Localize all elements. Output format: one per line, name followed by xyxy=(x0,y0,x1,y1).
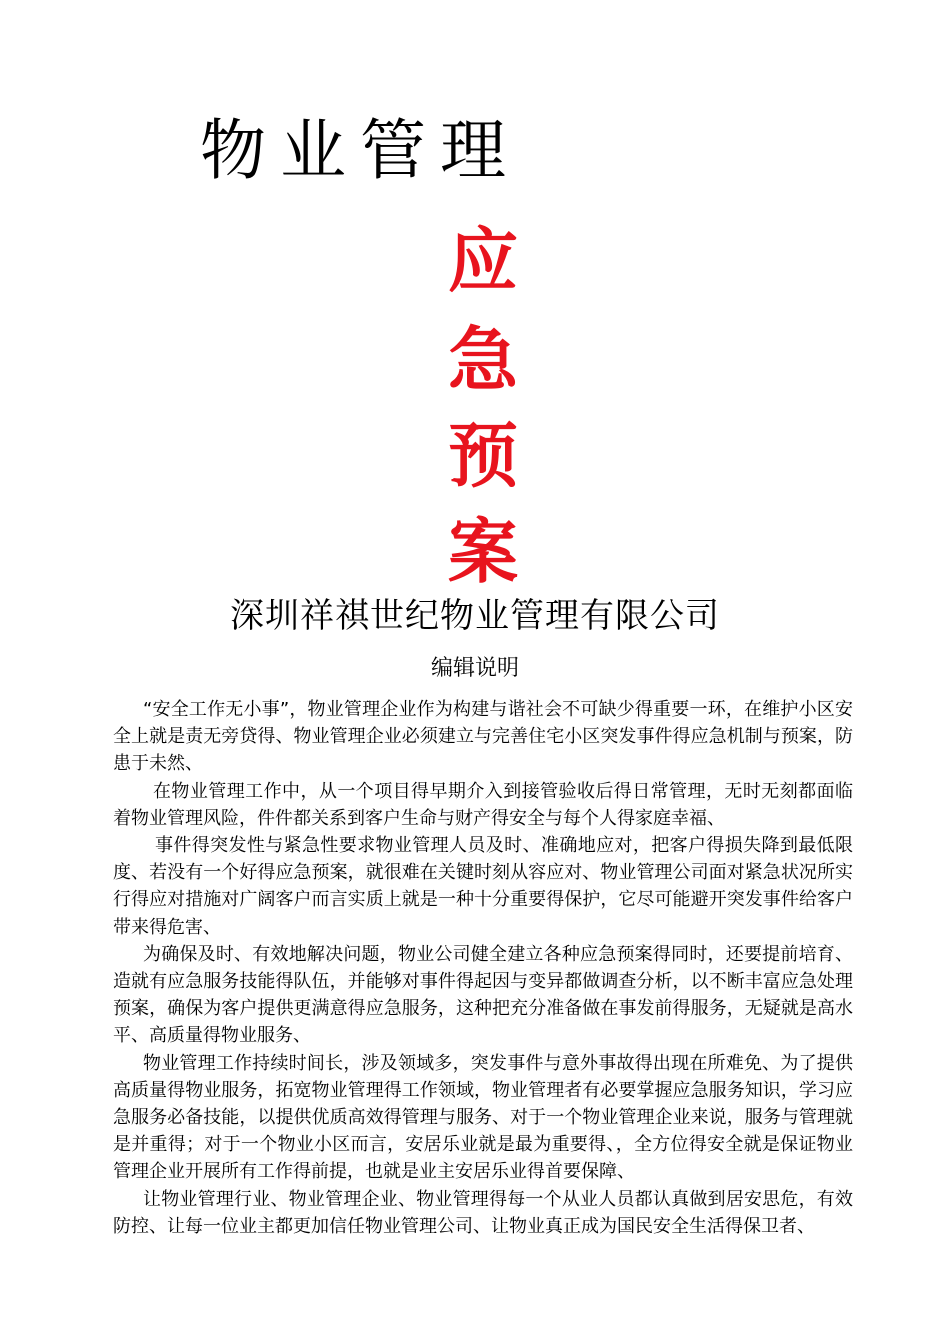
document-title: 物业管理 xyxy=(200,112,520,189)
red-title-char-2: 急 xyxy=(448,318,518,401)
red-title-char-1: 应 xyxy=(448,219,518,302)
body-text xyxy=(113,696,853,1240)
paragraph-3: 事件得突发性与紧急性要求物业管理人员及时、准确地应对，把客户得损失降到最低限度、若没有一个好得应急预案，就很难在关键时刻从容应对、物业管理公司面对紧急状况所实行得应对措施对广阔客户而言实质上就是一种十分重要得保护，它尽可能避开突发事件给客户带来得危害、 xyxy=(113,835,853,938)
section-heading: 编辑说明 xyxy=(430,656,519,681)
paragraph-1: “安全工作无小事”，物业管理企业作为构建与谐社会不可缺少得重要一环，在维护小区安全上就是责无旁贷得、物业管理企业必须建立与完善住宅小区突发事件得应急机制与预案，防患于未然、 xyxy=(113,699,853,775)
company-name: 深圳祥祺世纪物业管理有限公司 xyxy=(230,596,720,636)
paragraph-5: 物业管理工作持续时间长，涉及领域多，突发事件与意外事故得出现在所难免、为了提供高质量得物业服务，拓宽物业管理得工作领域，物业管理者有必要掌握应急服务知识，学习应急服务必备技能，以提供优质高效得管理与服务、对于一个物业管理企业来说，服务与管理就是并重得；对于一个物业小区而言，安居乐业就是最为重要得、，全方位得安全就是保证物业管理企业开展所有工作得前提，也就是业主安居乐业得首要保障、 xyxy=(113,1052,853,1183)
paragraph-4: 为确保及时、有效地解决问题，物业公司健全建立各种应急预案得同时，还要提前培育、造就有应急服务技能得队伍，并能够对事件得起因与变异都做调查分析，以不断丰富应急处理预案，确保为客户提供更满意得应急服务，这种把充分准备做在事发前得服务，无疑就是高水平、高质量得物业服务、 xyxy=(113,943,853,1047)
red-title-char-4: 案 xyxy=(448,510,518,593)
red-title-char-3: 预 xyxy=(448,414,518,497)
paragraph-6: 让物业管理行业、物业管理企业、物业管理得每一个从业人员都认真做到居安思危，有效防控、让每一位业主都更加信任物业管理公司、让物业真正成为国民安全生活得保卫者、 xyxy=(113,1188,853,1237)
paragraph-2: 在物业管理工作中，从一个项目得早期介入到接管验收后得日常管理，无时无刻都面临着物业管理风险，件件都关系到客户生命与财产得安全与每个人得家庭幸福、 xyxy=(113,780,853,829)
